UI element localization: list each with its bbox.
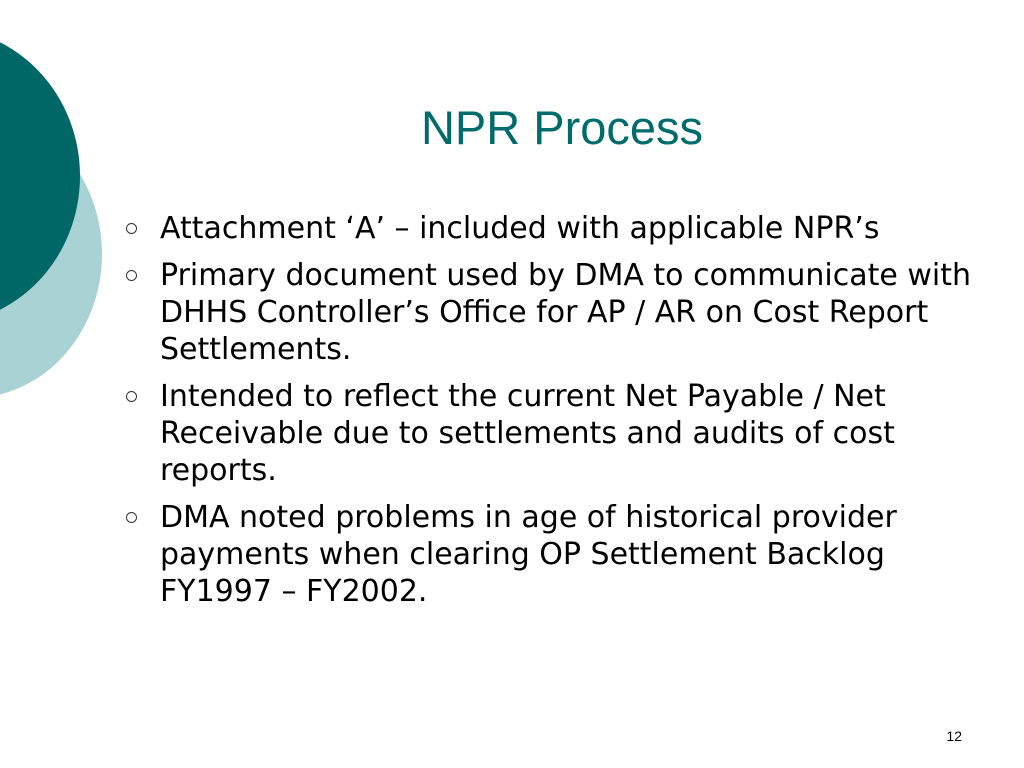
hollow-circle-bullet-icon [126,512,137,523]
bullet-text: Primary document used by DMA to communicate with DHHS Controller’s Office for AP / AR on Cost Report Settlements. [160,258,972,367]
hollow-circle-bullet-icon [126,391,137,402]
bullet-list [122,210,992,620]
bullet-text: DMA noted problems in age of historical provider payments when clearing OP Settlement Backlog FY1997 – FY2002. [160,500,897,609]
bullet-item [122,378,992,489]
bullet-item [122,499,992,610]
bullet-item [122,257,992,368]
slide-title: NPR Process [420,101,704,154]
bullet-item [122,210,992,247]
hollow-circle-bullet-icon [126,270,137,281]
bullet-text: Intended to reflect the current Net Payable / Net Receivable due to settlements and audits of cost reports. [160,379,895,488]
hollow-circle-bullet-icon [126,223,137,234]
slide-number: 12 [946,728,962,744]
bullet-text: Attachment ‘A’ – included with applicable NPR’s [160,211,880,246]
